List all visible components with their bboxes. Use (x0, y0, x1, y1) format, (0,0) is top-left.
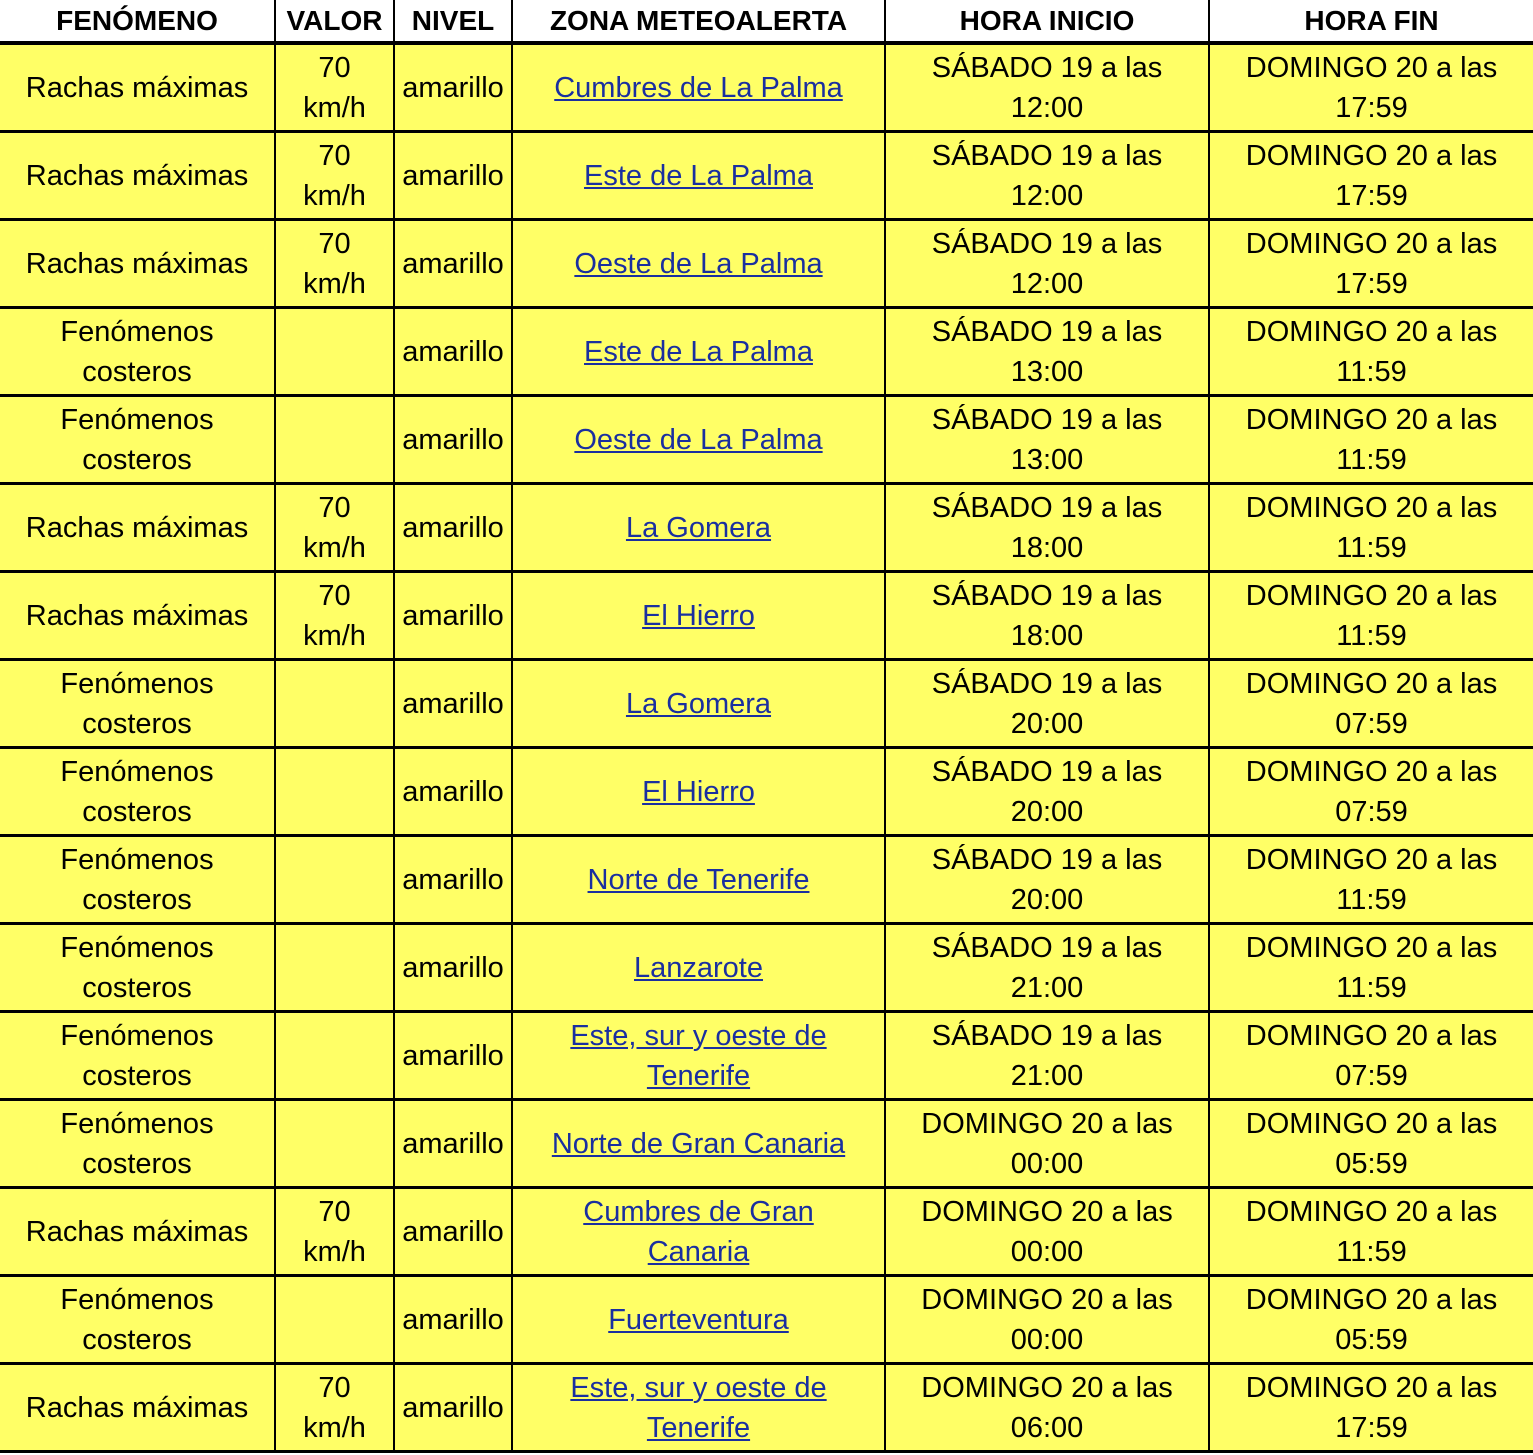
fenomeno-cell (0, 1364, 275, 1452)
zone-link[interactable] (642, 776, 755, 808)
zona-cell-line[interactable]: Norte de Gran Canaria (551, 1127, 846, 1160)
valor-cell (275, 1364, 394, 1452)
zona-cell[interactable] (512, 1100, 885, 1188)
hora-fin-cell-line: 11:59 (1336, 1235, 1407, 1268)
zone-link[interactable] (574, 424, 822, 456)
hora-inicio-cell-line: DOMINGO 20 a las (921, 1283, 1173, 1316)
valor-cell-line: 70 (318, 491, 351, 524)
hora-fin-cell-line: DOMINGO 20 a las (1245, 227, 1498, 260)
zona-cell-line[interactable]: El Hierro (642, 599, 755, 632)
table-row (0, 660, 1533, 748)
hora-inicio-cell-line: 00:00 (1010, 1235, 1084, 1268)
hora-fin-cell-line: DOMINGO 20 a las (1245, 139, 1498, 172)
hora-fin-cell-line: 07:59 (1335, 707, 1408, 740)
zona-cell[interactable] (512, 660, 885, 748)
table-body (0, 43, 1533, 1452)
hora-inicio-cell (885, 484, 1209, 572)
zone-link[interactable] (583, 1196, 814, 1268)
hora-fin-cell (1209, 132, 1533, 220)
zona-cell-line[interactable]: El Hierro (642, 775, 755, 808)
nivel-cell: amarillo (394, 43, 512, 132)
fenomeno-cell (0, 572, 275, 660)
valor-cell (275, 132, 394, 220)
fenomeno-cell-line: Fenómenos (60, 1107, 214, 1140)
hora-fin-cell-line: 11:59 (1336, 883, 1407, 916)
fenomeno-cell-line: costeros (82, 707, 192, 740)
valor-cell-line: 70 (318, 51, 351, 84)
zona-cell-line[interactable]: Este de La Palma (584, 335, 813, 368)
zona-cell-line[interactable]: Este, sur y oeste de (570, 1371, 827, 1404)
fenomeno-cell (0, 924, 275, 1012)
hora-fin-cell-line: DOMINGO 20 a las (1245, 579, 1498, 612)
valor-cell (275, 1100, 394, 1188)
valor-cell-line: km/h (303, 531, 366, 564)
hora-inicio-cell (885, 220, 1209, 308)
hora-fin-cell-line: DOMINGO 20 a las (1245, 1107, 1498, 1140)
hora-inicio-cell-line: 20:00 (1010, 707, 1084, 740)
fenomeno-cell-line: costeros (82, 883, 192, 916)
fenomeno-cell (0, 220, 275, 308)
fenomeno-cell (0, 1276, 275, 1364)
fenomeno-cell-line: Rachas máximas (25, 599, 249, 632)
zona-cell[interactable] (512, 1012, 885, 1100)
hora-inicio-cell-line: SÁBADO 19 a las (931, 667, 1163, 700)
zona-cell-line[interactable]: Lanzarote (634, 951, 763, 984)
hora-fin-cell (1209, 220, 1533, 308)
valor-cell (275, 484, 394, 572)
zona-cell[interactable] (512, 748, 885, 836)
header-nivel: NIVEL (394, 0, 512, 43)
fenomeno-cell (0, 484, 275, 572)
nivel-cell: amarillo (394, 1012, 512, 1100)
zone-link[interactable] (570, 1020, 826, 1092)
hora-fin-cell (1209, 748, 1533, 836)
fenomeno-cell-line: Rachas máximas (25, 247, 249, 280)
hora-fin-cell-line: 05:59 (1335, 1147, 1408, 1180)
hora-inicio-cell (885, 132, 1209, 220)
hora-fin-cell (1209, 1188, 1533, 1276)
zona-cell-line[interactable]: Fuerteventura (608, 1303, 789, 1336)
hora-fin-cell-line: DOMINGO 20 a las (1245, 931, 1498, 964)
hora-fin-cell-line: DOMINGO 20 a las (1245, 1371, 1498, 1404)
valor-cell-line: 70 (318, 579, 351, 612)
table-row (0, 572, 1533, 660)
zona-cell-line[interactable]: La Gomera (625, 687, 772, 720)
hora-inicio-cell-line: 00:00 (1010, 1147, 1084, 1180)
hora-inicio-cell-line: 00:00 (1010, 1323, 1084, 1356)
valor-cell (275, 220, 394, 308)
nivel-cell: amarillo (394, 1364, 512, 1452)
header-hora-fin: HORA FIN (1209, 0, 1533, 43)
hora-fin-cell-line: 07:59 (1335, 1059, 1408, 1092)
hora-inicio-cell-line: 12:00 (1010, 267, 1084, 300)
hora-fin-cell-line: DOMINGO 20 a las (1245, 1283, 1498, 1316)
hora-fin-cell-line: 05:59 (1335, 1323, 1408, 1356)
fenomeno-cell-line: Fenómenos (60, 315, 214, 348)
hora-fin-cell-line: 17:59 (1335, 1411, 1408, 1444)
valor-cell (275, 572, 394, 660)
hora-fin-cell (1209, 836, 1533, 924)
hora-inicio-cell (885, 1276, 1209, 1364)
hora-inicio-cell-line: 18:00 (1010, 619, 1084, 652)
zone-link[interactable] (584, 336, 813, 368)
fenomeno-cell (0, 396, 275, 484)
valor-cell-line: 70 (318, 139, 351, 172)
fenomeno-cell-line: Rachas máximas (25, 71, 249, 104)
zone-link[interactable] (626, 512, 771, 544)
hora-inicio-cell (885, 396, 1209, 484)
hora-fin-cell-line: DOMINGO 20 a las (1245, 315, 1498, 348)
table-row (0, 1100, 1533, 1188)
zone-link[interactable] (626, 688, 771, 720)
fenomeno-cell-line: Rachas máximas (25, 1215, 249, 1248)
nivel-cell: amarillo (394, 748, 512, 836)
valor-cell (275, 836, 394, 924)
fenomeno-cell-line: costeros (82, 971, 192, 1004)
table-row (0, 396, 1533, 484)
table-row (0, 1012, 1533, 1100)
zona-cell-line[interactable]: Este de La Palma (584, 159, 813, 192)
zona-cell-line[interactable]: Norte de Tenerife (587, 863, 810, 896)
hora-inicio-cell-line: 21:00 (1010, 1059, 1084, 1092)
hora-inicio-cell (885, 1012, 1209, 1100)
nivel-cell: amarillo (394, 924, 512, 1012)
hora-inicio-cell-line: SÁBADO 19 a las (931, 315, 1163, 348)
hora-inicio-cell (885, 572, 1209, 660)
zona-cell[interactable] (512, 308, 885, 396)
header-zona: ZONA METEOALERTA (512, 0, 885, 43)
hora-fin-cell-line: 17:59 (1335, 91, 1408, 124)
hora-fin-cell-line: 17:59 (1335, 179, 1408, 212)
hora-inicio-cell-line: SÁBADO 19 a las (931, 1019, 1163, 1052)
hora-fin-cell-line: 17:59 (1335, 267, 1408, 300)
valor-cell (275, 308, 394, 396)
zona-cell[interactable] (512, 1364, 885, 1452)
hora-fin-cell-line: DOMINGO 20 a las (1245, 667, 1498, 700)
hora-fin-cell (1209, 43, 1533, 132)
zona-cell-line[interactable]: Tenerife (646, 1411, 751, 1444)
fenomeno-cell-line: costeros (82, 1323, 192, 1356)
hora-inicio-cell-line: DOMINGO 20 a las (921, 1195, 1173, 1228)
zona-cell-line[interactable]: Cumbres de La Palma (554, 71, 843, 104)
fenomeno-cell (0, 660, 275, 748)
hora-inicio-cell-line: DOMINGO 20 a las (921, 1371, 1173, 1404)
valor-cell (275, 924, 394, 1012)
nivel-cell: amarillo (394, 1100, 512, 1188)
fenomeno-cell-line: Fenómenos (60, 931, 214, 964)
hora-fin-cell-line: 07:59 (1335, 795, 1408, 828)
hora-fin-cell-line: DOMINGO 20 a las (1245, 843, 1498, 876)
table-row (0, 748, 1533, 836)
table-row (0, 132, 1533, 220)
table-row (0, 43, 1533, 132)
valor-cell-line: km/h (303, 1411, 366, 1444)
table-row (0, 1276, 1533, 1364)
hora-fin-cell-line: DOMINGO 20 a las (1245, 755, 1498, 788)
table-row (0, 924, 1533, 1012)
hora-fin-cell (1209, 924, 1533, 1012)
nivel-cell: amarillo (394, 396, 512, 484)
hora-inicio-cell (885, 1100, 1209, 1188)
hora-inicio-cell-line: 18:00 (1010, 531, 1084, 564)
fenomeno-cell-line: Fenómenos (60, 403, 214, 436)
hora-inicio-cell-line: 21:00 (1010, 971, 1084, 1004)
fenomeno-cell (0, 43, 275, 132)
fenomeno-cell (0, 748, 275, 836)
hora-fin-cell (1209, 572, 1533, 660)
fenomeno-cell (0, 836, 275, 924)
valor-cell (275, 748, 394, 836)
hora-fin-cell-line: DOMINGO 20 a las (1245, 491, 1498, 524)
hora-inicio-cell-line: SÁBADO 19 a las (931, 403, 1163, 436)
valor-cell (275, 1276, 394, 1364)
zona-cell[interactable] (512, 396, 885, 484)
hora-inicio-cell-line: SÁBADO 19 a las (931, 227, 1163, 260)
zona-cell[interactable] (512, 220, 885, 308)
hora-fin-cell-line: 11:59 (1336, 443, 1407, 476)
fenomeno-cell (0, 1012, 275, 1100)
hora-fin-cell (1209, 396, 1533, 484)
hora-inicio-cell-line: SÁBADO 19 a las (931, 843, 1163, 876)
zona-cell-line[interactable]: Este, sur y oeste de (570, 1019, 827, 1052)
fenomeno-cell-line: Fenómenos (60, 1283, 214, 1316)
header-fenomeno: FENÓMENO (0, 0, 275, 43)
fenomeno-cell-line: costeros (82, 1059, 192, 1092)
nivel-cell: amarillo (394, 1188, 512, 1276)
table-row (0, 1188, 1533, 1276)
zona-cell-line[interactable]: Oeste de La Palma (574, 423, 823, 456)
hora-inicio-cell (885, 308, 1209, 396)
zona-cell[interactable] (512, 836, 885, 924)
header-valor: VALOR (275, 0, 394, 43)
valor-cell (275, 1188, 394, 1276)
nivel-cell: amarillo (394, 308, 512, 396)
zona-cell[interactable] (512, 572, 885, 660)
table-row (0, 836, 1533, 924)
fenomeno-cell-line: costeros (82, 795, 192, 828)
nivel-cell: amarillo (394, 1276, 512, 1364)
hora-fin-cell-line: 11:59 (1336, 355, 1407, 388)
valor-cell-line: 70 (318, 1195, 351, 1228)
table-row (0, 1364, 1533, 1452)
table-row (0, 484, 1533, 572)
hora-inicio-cell-line: 20:00 (1010, 883, 1084, 916)
hora-fin-cell-line: DOMINGO 20 a las (1245, 1195, 1498, 1228)
zona-cell-line[interactable]: Cumbres de Gran (583, 1195, 814, 1228)
hora-fin-cell (1209, 1276, 1533, 1364)
hora-fin-cell (1209, 1012, 1533, 1100)
hora-inicio-cell-line: SÁBADO 19 a las (931, 51, 1163, 84)
nivel-cell: amarillo (394, 572, 512, 660)
hora-inicio-cell (885, 748, 1209, 836)
zone-link[interactable] (554, 72, 843, 104)
zona-cell[interactable] (512, 484, 885, 572)
valor-cell (275, 660, 394, 748)
fenomeno-cell (0, 1188, 275, 1276)
hora-fin-cell-line: 11:59 (1336, 619, 1407, 652)
zona-cell[interactable] (512, 924, 885, 1012)
zona-cell[interactable] (512, 1188, 885, 1276)
nivel-cell: amarillo (394, 836, 512, 924)
hora-inicio-cell-line: SÁBADO 19 a las (931, 755, 1163, 788)
hora-inicio-cell (885, 43, 1209, 132)
valor-cell-line: km/h (303, 179, 366, 212)
hora-inicio-cell (885, 1364, 1209, 1452)
zona-cell-line[interactable]: Tenerife (646, 1059, 751, 1092)
hora-fin-cell-line: DOMINGO 20 a las (1245, 1019, 1498, 1052)
zona-cell[interactable] (512, 43, 885, 132)
nivel-cell: amarillo (394, 484, 512, 572)
hora-inicio-cell-line: SÁBADO 19 a las (931, 491, 1163, 524)
zone-link[interactable] (588, 864, 810, 896)
fenomeno-cell-line: costeros (82, 1147, 192, 1180)
hora-fin-cell-line: 11:59 (1336, 971, 1407, 1004)
hora-inicio-cell-line: 12:00 (1010, 91, 1084, 124)
valor-cell-line: km/h (303, 1235, 366, 1268)
valor-cell-line: km/h (303, 91, 366, 124)
valor-cell-line: 70 (318, 1371, 351, 1404)
hora-fin-cell-line: DOMINGO 20 a las (1245, 403, 1498, 436)
table-row (0, 220, 1533, 308)
hora-inicio-cell-line: 06:00 (1010, 1411, 1084, 1444)
header-row (0, 0, 1533, 43)
zona-cell[interactable] (512, 1276, 885, 1364)
nivel-cell: amarillo (394, 220, 512, 308)
hora-fin-cell (1209, 308, 1533, 396)
hora-inicio-cell (885, 836, 1209, 924)
hora-fin-cell-line: DOMINGO 20 a las (1245, 51, 1498, 84)
fenomeno-cell-line: costeros (82, 443, 192, 476)
hora-inicio-cell-line: 13:00 (1010, 355, 1084, 388)
valor-cell (275, 396, 394, 484)
zone-link[interactable] (584, 160, 813, 192)
valor-cell-line: 70 (318, 227, 351, 260)
hora-inicio-cell-line: SÁBADO 19 a las (931, 139, 1163, 172)
valor-cell-line: km/h (303, 619, 366, 652)
fenomeno-cell-line: Fenómenos (60, 843, 214, 876)
nivel-cell: amarillo (394, 660, 512, 748)
hora-inicio-cell-line: SÁBADO 19 a las (931, 931, 1163, 964)
fenomeno-cell (0, 132, 275, 220)
fenomeno-cell-line: Rachas máximas (25, 1391, 249, 1424)
zona-cell-line[interactable]: Oeste de La Palma (574, 247, 823, 280)
hora-fin-cell (1209, 484, 1533, 572)
fenomeno-cell-line: Fenómenos (60, 755, 214, 788)
hora-inicio-cell-line: 20:00 (1010, 795, 1084, 828)
hora-inicio-cell (885, 924, 1209, 1012)
hora-inicio-cell-line: SÁBADO 19 a las (931, 579, 1163, 612)
valor-cell (275, 43, 394, 132)
hora-inicio-cell-line: DOMINGO 20 a las (921, 1107, 1173, 1140)
fenomeno-cell-line: Fenómenos (60, 667, 214, 700)
fenomeno-cell (0, 308, 275, 396)
hora-inicio-cell (885, 1188, 1209, 1276)
fenomeno-cell (0, 1100, 275, 1188)
hora-fin-cell (1209, 1364, 1533, 1452)
fenomeno-cell-line: Fenómenos (60, 1019, 214, 1052)
zone-link[interactable] (634, 952, 763, 984)
hora-fin-cell (1209, 1100, 1533, 1188)
table-row (0, 308, 1533, 396)
zone-link[interactable] (608, 1304, 789, 1336)
hora-inicio-cell (885, 660, 1209, 748)
hora-inicio-cell-line: 13:00 (1010, 443, 1084, 476)
fenomeno-cell-line: Rachas máximas (25, 159, 249, 192)
zona-cell-line[interactable]: Canaria (647, 1235, 750, 1268)
hora-inicio-cell-line: 12:00 (1010, 179, 1084, 212)
zone-link[interactable] (642, 600, 755, 632)
hora-fin-cell (1209, 660, 1533, 748)
fenomeno-cell-line: Rachas máximas (25, 511, 249, 544)
hora-fin-cell-line: 11:59 (1336, 531, 1407, 564)
zone-link[interactable] (552, 1128, 845, 1160)
zone-link[interactable] (570, 1372, 826, 1444)
valor-cell-line: km/h (303, 267, 366, 300)
zona-cell-line[interactable]: La Gomera (625, 511, 772, 544)
zone-link[interactable] (574, 248, 822, 280)
fenomeno-cell-line: costeros (82, 355, 192, 388)
valor-cell (275, 1012, 394, 1100)
zona-cell[interactable] (512, 132, 885, 220)
header-hora-inicio: HORA INICIO (885, 0, 1209, 43)
nivel-cell: amarillo (394, 132, 512, 220)
